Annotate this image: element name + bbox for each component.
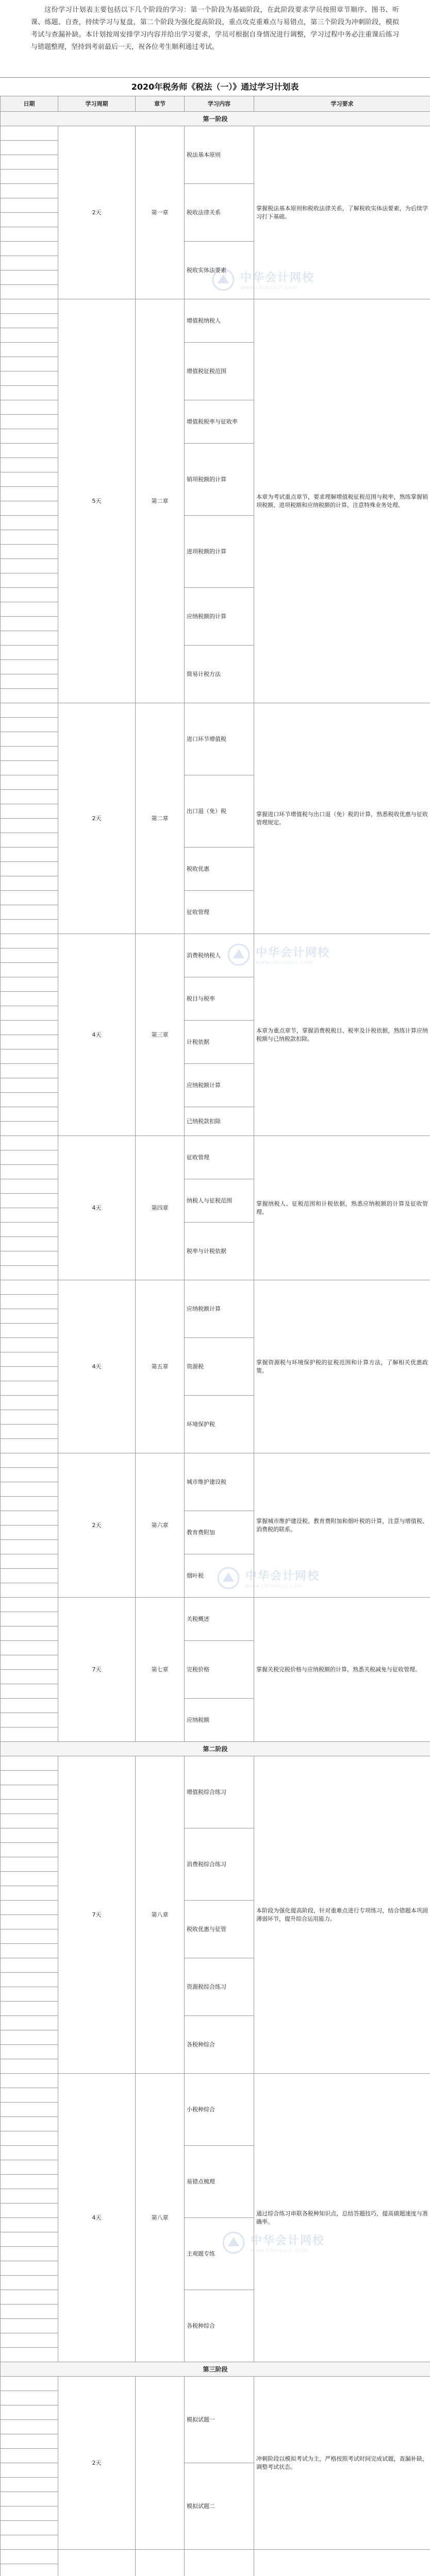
date-cell xyxy=(1,1554,58,1569)
date-cell xyxy=(1,1136,58,1150)
date-cell xyxy=(1,1179,58,1194)
table-row xyxy=(1,1280,430,1295)
date-cell xyxy=(1,804,58,819)
weeks-cell: 4天 xyxy=(58,1280,136,1453)
date-cell xyxy=(1,1324,58,1338)
date-cell xyxy=(1,1425,58,1439)
content-cell: 城市维护建设税 xyxy=(185,1453,254,1511)
table-row xyxy=(1,1756,430,1771)
watermark-sub: www.chinaacc.com xyxy=(245,1583,303,1589)
content-cell: 纳税人与征税范围 xyxy=(185,1179,254,1223)
date-cell xyxy=(1,1237,58,1251)
content-cell: 增值税征税范围 xyxy=(185,343,254,400)
date-cell xyxy=(1,328,58,343)
date-cell xyxy=(1,1872,58,1886)
date-cell xyxy=(1,992,58,1006)
date-cell xyxy=(1,386,58,400)
date-cell xyxy=(1,1410,58,1425)
date-cell xyxy=(1,2030,58,2045)
weeks-cell: 2天 xyxy=(58,2377,136,2550)
weeks-cell xyxy=(58,2550,136,2576)
weeks-cell: 7天 xyxy=(58,1756,136,2074)
date-cell xyxy=(1,2088,58,2103)
date-cell xyxy=(1,1583,58,1598)
date-cell xyxy=(1,1973,58,1987)
date-cell xyxy=(1,2247,58,2261)
content-cell: 计税依据 xyxy=(185,1021,254,1064)
chapter-cell: 第二章 xyxy=(136,703,185,934)
date-cell xyxy=(1,588,58,602)
date-cell xyxy=(1,1569,58,1583)
date-cell xyxy=(1,876,58,891)
date-cell xyxy=(1,2391,58,2405)
content-cell: 税率与计税依据 xyxy=(185,1223,254,1280)
date-cell xyxy=(1,299,58,314)
date-cell xyxy=(1,1093,58,1107)
date-cell xyxy=(1,775,58,790)
header-content: 学习内容 xyxy=(185,96,254,112)
date-cell xyxy=(1,1453,58,1468)
table-row xyxy=(1,1136,430,1150)
date-cell xyxy=(1,371,58,386)
date-cell xyxy=(1,963,58,977)
content-cell: 小税种综合 xyxy=(185,2074,254,2146)
date-cell xyxy=(1,761,58,775)
date-cell xyxy=(1,977,58,992)
chapter-cell: 第八章 xyxy=(136,1756,185,2074)
date-cell xyxy=(1,573,58,588)
date-cell xyxy=(1,1208,58,1223)
date-cell xyxy=(1,1367,58,1381)
content-cell: 各税种综合 xyxy=(185,2016,254,2074)
content-cell: 模拟试题二 xyxy=(185,2463,254,2550)
date-cell xyxy=(1,862,58,876)
content-cell: 消费税综合练习 xyxy=(185,1828,254,1901)
date-cell xyxy=(1,2204,58,2218)
requirement-cell: 本章为重点章节，掌握消费税税目、税率及计税依据，熟练计算应纳税额与已纳税款扣除。 xyxy=(254,934,430,1136)
date-cell xyxy=(1,2131,58,2146)
date-cell xyxy=(1,1482,58,1497)
watermark-sub: www.chinaacc.com xyxy=(256,960,313,965)
date-cell xyxy=(1,1266,58,1280)
chapter-cell: 第一章 xyxy=(136,126,185,299)
stage-row xyxy=(1,112,430,126)
date-cell xyxy=(1,1396,58,1410)
date-cell xyxy=(1,934,58,948)
content-cell: 应纳税额计算 xyxy=(185,1064,254,1107)
stage-label: 第三阶段 xyxy=(1,2362,430,2377)
date-cell xyxy=(1,2117,58,2131)
stage-label: 第一阶段 xyxy=(1,112,430,126)
date-cell xyxy=(1,487,58,501)
table-row xyxy=(1,1453,430,1468)
date-cell xyxy=(1,1150,58,1165)
watermark-text: 中华会计网校 xyxy=(245,1570,320,1583)
content-cell: 增值税纳税人 xyxy=(185,299,254,343)
date-cell xyxy=(1,747,58,761)
date-cell xyxy=(1,1540,58,1554)
requirement-cell: 掌握资源税与环境保护税的征税范围和计算方法，了解相关优惠政策。 xyxy=(254,1280,430,1453)
date-cell xyxy=(1,2449,58,2463)
date-cell xyxy=(1,1814,58,1828)
date-cell xyxy=(1,213,58,227)
chapter-cell: 第四章 xyxy=(136,1136,185,1280)
content-cell: 消费税纳税人 xyxy=(185,934,254,977)
date-cell xyxy=(1,2160,58,2175)
content-cell: 销项税额的计算 xyxy=(185,444,254,516)
date-cell xyxy=(1,1699,58,1713)
table-row xyxy=(1,2550,430,2564)
date-cell xyxy=(1,198,58,213)
intro-section xyxy=(0,0,430,77)
date-cell xyxy=(1,1165,58,1179)
table-header-row xyxy=(1,96,430,112)
content-cell: 已纳税款扣除 xyxy=(185,1107,254,1136)
content-cell: 征收管理 xyxy=(185,1136,254,1179)
date-cell xyxy=(1,2218,58,2232)
date-cell xyxy=(1,1713,58,1727)
content-cell: 教育费附加 xyxy=(185,1511,254,1554)
date-cell xyxy=(1,2232,58,2247)
date-cell xyxy=(1,2059,58,2074)
date-cell xyxy=(1,2074,58,2088)
date-cell xyxy=(1,905,58,920)
date-cell xyxy=(1,2434,58,2449)
content-cell: 税法基本原则 xyxy=(185,126,254,184)
date-cell xyxy=(1,602,58,617)
date-cell xyxy=(1,819,58,833)
date-cell xyxy=(1,703,58,718)
date-cell xyxy=(1,2175,58,2189)
date-cell xyxy=(1,2463,58,2478)
date-cell xyxy=(1,1078,58,1093)
date-cell xyxy=(1,1828,58,1843)
date-cell xyxy=(1,1727,58,1742)
requirement-cell: 本章为考试重点章节，要求理解增值税征税范围与税率，熟练掌握销项税额、进项税额和应纳税额的计算，注意特殊业务处理。 xyxy=(254,299,430,703)
content-cell: 税收优惠 xyxy=(185,848,254,891)
content-cell: 环境保护税 xyxy=(185,1396,254,1453)
weeks-cell: 5天 xyxy=(58,299,136,703)
weeks-cell: 4天 xyxy=(58,2074,136,2362)
date-cell xyxy=(1,1626,58,1641)
watermark-text: 中华会计网校 xyxy=(240,272,315,284)
content-cell: 增值税综合练习 xyxy=(185,1756,254,1828)
chapter-cell: 第二章 xyxy=(136,299,185,703)
date-cell xyxy=(1,660,58,674)
requirement-cell: 掌握关税完税价格与应纳税额的计算，熟悉关税减免与征收管理。 xyxy=(254,1598,430,1742)
date-cell xyxy=(1,2333,58,2348)
date-cell xyxy=(1,530,58,545)
content-cell: 应纳税额的计算 xyxy=(185,588,254,646)
date-cell xyxy=(1,1338,58,1352)
date-cell xyxy=(1,1006,58,1021)
content-cell: 模拟试题一 xyxy=(185,2377,254,2463)
chapter-cell: 第七章 xyxy=(136,1598,185,1742)
date-cell xyxy=(1,415,58,429)
header-requirement: 学习要求 xyxy=(254,96,430,112)
requirement-cell: 冲刺阶段以模拟考试为主，严格按照考试时间完成试题，查漏补缺，调整考试状态。 xyxy=(254,2377,430,2550)
date-cell xyxy=(1,2304,58,2319)
content-cell: 出口退（免）税 xyxy=(185,775,254,848)
date-cell xyxy=(1,1684,58,1699)
table-row xyxy=(1,1598,430,1612)
content-cell: 应纳税额 xyxy=(185,1699,254,1742)
page-title: 2020年税务师《税法（一）》通过学习计划表 xyxy=(0,77,430,96)
date-cell xyxy=(1,444,58,458)
date-cell xyxy=(1,2521,58,2535)
date-cell xyxy=(1,458,58,472)
intro-paragraph: 这份学习计划表主要包括以下几个阶段的学习：第一个阶段为基础阶段，在此阶段要求学员按照章节顺序、图书、听课、练题、自查，持续学习与复盘，第二个阶段为强化提高阶段，重点攻克重难点与易错点，第三个阶段为冲刺阶段，模拟考试与查漏补缺。本计划按周安排学习内容并给出学习要求，学员可根据自身情况进行调整，学习过程中务必注重课后练习与错题整理，坚持到考前最后一天，祝各位考生顺利通过考试。 xyxy=(31,6,399,51)
date-cell xyxy=(1,1107,58,1122)
table-row xyxy=(1,2074,430,2088)
date-cell xyxy=(1,1800,58,1814)
content-cell: 税收优惠与征管 xyxy=(185,1901,254,1958)
content-cell: 应纳税额计算 xyxy=(185,1280,254,1338)
date-cell xyxy=(1,2276,58,2290)
requirement-cell: 掌握纳税人、征税范围和计税依据，熟悉应纳税额的计算及征收管理。 xyxy=(254,1136,430,1280)
table-row xyxy=(1,2377,430,2391)
content-cell: 增值税税率与征收率 xyxy=(185,400,254,444)
date-cell xyxy=(1,2002,58,2016)
date-cell xyxy=(1,1785,58,1800)
weeks-cell: 7天 xyxy=(58,1598,136,1742)
date-cell xyxy=(1,2261,58,2276)
date-cell xyxy=(1,732,58,747)
date-cell xyxy=(1,2550,58,2564)
content-cell: 各税种综合 xyxy=(185,2290,254,2362)
date-cell xyxy=(1,472,58,487)
study-plan-table xyxy=(0,96,430,2576)
date-cell xyxy=(1,790,58,804)
content-cell: 进项税额的计算 xyxy=(185,516,254,588)
date-cell xyxy=(1,2535,58,2550)
date-cell xyxy=(1,1352,58,1367)
weeks-cell: 4天 xyxy=(58,934,136,1136)
table-row xyxy=(1,934,430,948)
date-cell xyxy=(1,2506,58,2521)
date-cell xyxy=(1,2290,58,2304)
weeks-cell: 4天 xyxy=(58,1136,136,1280)
content-cell: 税收实体法要素 xyxy=(185,242,254,299)
date-cell xyxy=(1,2146,58,2160)
weeks-cell: 2天 xyxy=(58,703,136,934)
content-cell: 资源税综合练习 xyxy=(185,1958,254,2016)
date-cell xyxy=(1,1843,58,1857)
date-cell xyxy=(1,1309,58,1324)
date-cell xyxy=(1,1064,58,1078)
content-cell: 易错点梳理 xyxy=(185,2146,254,2218)
date-cell xyxy=(1,270,58,285)
date-cell xyxy=(1,1035,58,1049)
content-cell: 征收管理 xyxy=(185,891,254,934)
date-cell xyxy=(1,170,58,184)
date-cell xyxy=(1,631,58,646)
date-cell xyxy=(1,1381,58,1396)
requirement-cell: 掌握城市维护建设税、教育费附加和烟叶税的计算，注意与增值税、消费税的联系。 xyxy=(254,1453,430,1598)
watermark-text: 中华会计网校 xyxy=(256,946,330,959)
date-cell xyxy=(1,2377,58,2391)
content-cell: 进口环节增值税 xyxy=(185,703,254,775)
date-cell xyxy=(1,2045,58,2059)
header-weeks: 学习周期 xyxy=(58,96,136,112)
date-cell xyxy=(1,1280,58,1295)
chapter-cell: 第六章 xyxy=(136,1453,185,1598)
date-cell xyxy=(1,559,58,573)
date-cell xyxy=(1,848,58,862)
date-cell xyxy=(1,1468,58,1482)
content-cell: 简易计税方法 xyxy=(185,646,254,703)
date-cell xyxy=(1,1915,58,1929)
content-cell xyxy=(185,2550,254,2576)
date-cell xyxy=(1,1987,58,2002)
chapter-cell: 第五章 xyxy=(136,1280,185,1453)
content-cell: 完税价格 xyxy=(185,1641,254,1699)
date-cell xyxy=(1,2420,58,2434)
date-cell xyxy=(1,1756,58,1771)
date-cell xyxy=(1,948,58,963)
date-cell xyxy=(1,501,58,516)
date-cell xyxy=(1,1511,58,1526)
date-cell xyxy=(1,184,58,198)
date-cell xyxy=(1,1886,58,1901)
date-cell xyxy=(1,1223,58,1237)
stage-label: 第二阶段 xyxy=(1,1742,430,1756)
content-cell: 主观题专练 xyxy=(185,2218,254,2290)
date-cell xyxy=(1,2405,58,2420)
date-cell xyxy=(1,920,58,934)
date-cell xyxy=(1,1944,58,1958)
stage-row xyxy=(1,2362,430,2377)
date-cell xyxy=(1,1122,58,1136)
watermark-sub: www.chinaacc.com xyxy=(251,2248,308,2253)
header-date: 日期 xyxy=(1,96,58,112)
date-cell xyxy=(1,343,58,357)
date-cell xyxy=(1,314,58,328)
date-cell xyxy=(1,1049,58,1064)
weeks-cell: 2天 xyxy=(58,1453,136,1598)
chapter-cell xyxy=(136,2377,185,2550)
date-cell xyxy=(1,545,58,559)
table-row xyxy=(1,703,430,718)
table-row xyxy=(1,126,430,141)
date-cell xyxy=(1,429,58,444)
date-cell xyxy=(1,1439,58,1453)
date-cell xyxy=(1,227,58,242)
date-cell xyxy=(1,285,58,299)
chapter-cell: 第三章 xyxy=(136,934,185,1136)
date-cell xyxy=(1,1771,58,1785)
requirement-cell: 掌握税法基本原则和税收法律关系，了解税收实体法要素，为后续学习打下基础。 xyxy=(254,126,430,299)
date-cell xyxy=(1,833,58,848)
date-cell xyxy=(1,1526,58,1540)
date-cell xyxy=(1,674,58,689)
date-cell xyxy=(1,1251,58,1266)
date-cell xyxy=(1,891,58,905)
date-cell xyxy=(1,1655,58,1670)
requirement-cell: 掌握进口环节增值税与出口退（免）税的计算，熟悉税收优惠与征收管理规定。 xyxy=(254,703,430,934)
watermark-text: 中华会计网校 xyxy=(251,2234,325,2247)
date-cell xyxy=(1,2189,58,2204)
date-cell xyxy=(1,2348,58,2362)
content-cell: 资源税 xyxy=(185,1338,254,1396)
chapter-cell xyxy=(136,2550,185,2576)
date-cell xyxy=(1,1497,58,1511)
date-cell xyxy=(1,1021,58,1035)
requirement-cell xyxy=(254,2550,430,2576)
date-cell xyxy=(1,357,58,371)
requirement-cell: 本阶段为强化提高阶段，针对重难点进行专项练习，结合错题本巩固薄弱环节，提升综合运用能力。 xyxy=(254,1756,430,2074)
date-cell xyxy=(1,1641,58,1655)
date-cell xyxy=(1,2016,58,2030)
header-chapter: 章节 xyxy=(136,96,185,112)
date-cell xyxy=(1,1901,58,1915)
date-cell xyxy=(1,256,58,270)
date-cell xyxy=(1,1295,58,1309)
watermark-sub: www.chinaacc.com xyxy=(240,285,298,291)
requirement-cell: 通过综合练习串联各税种知识点，总结答题技巧，提高做题速度与准确率。 xyxy=(254,2074,430,2362)
content-cell: 烟叶税 xyxy=(185,1554,254,1598)
date-cell xyxy=(1,617,58,631)
date-cell xyxy=(1,155,58,170)
date-cell xyxy=(1,718,58,732)
date-cell xyxy=(1,141,58,155)
date-cell xyxy=(1,2103,58,2117)
date-cell xyxy=(1,2492,58,2506)
date-cell xyxy=(1,1857,58,1872)
date-cell xyxy=(1,242,58,256)
date-cell xyxy=(1,126,58,141)
content-cell: 关税概述 xyxy=(185,1598,254,1641)
date-cell xyxy=(1,1598,58,1612)
table-row xyxy=(1,299,430,314)
chapter-cell: 第八章 xyxy=(136,2074,185,2362)
content-cell: 税收法律关系 xyxy=(185,184,254,242)
date-cell xyxy=(1,1958,58,1973)
date-cell xyxy=(1,2564,58,2576)
date-cell xyxy=(1,689,58,703)
weeks-cell: 2天 xyxy=(58,126,136,299)
date-cell xyxy=(1,646,58,660)
date-cell xyxy=(1,2478,58,2492)
stage-row xyxy=(1,1742,430,1756)
date-cell xyxy=(1,400,58,415)
date-cell xyxy=(1,1929,58,1944)
date-cell xyxy=(1,1194,58,1208)
date-cell xyxy=(1,516,58,530)
content-cell: 税目与税率 xyxy=(185,977,254,1021)
date-cell xyxy=(1,2319,58,2333)
date-cell xyxy=(1,1612,58,1626)
date-cell xyxy=(1,1670,58,1684)
